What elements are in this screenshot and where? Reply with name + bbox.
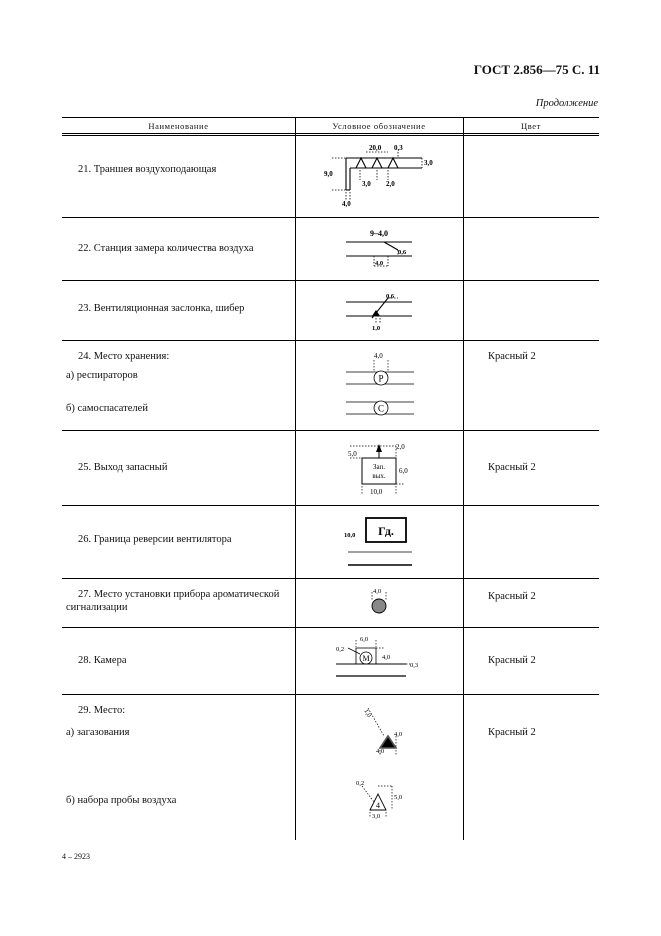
dim-label: 9,0: [324, 170, 333, 178]
table-header-rule: [62, 133, 599, 134]
row-divider: [62, 217, 599, 218]
dim-label: 6,0: [399, 467, 408, 475]
respirator-letter: Р: [378, 373, 384, 384]
dim-label: 3,0: [372, 813, 381, 820]
row-color: Красный 2: [488, 591, 536, 602]
dim-label: 10,0: [344, 532, 356, 539]
document-reference: ГОСТ 2.856—75 С. 11: [473, 62, 600, 77]
column-header-symbol: Условное обозначение: [332, 121, 426, 131]
symbol-emergency-exit: [340, 436, 440, 502]
dim-label: 4,0: [376, 748, 385, 755]
dim-label: 5,0: [348, 450, 357, 458]
dim-label: 2,0: [396, 443, 405, 451]
row-divider: [62, 430, 599, 431]
table-header-rule-double: [62, 135, 599, 136]
page-footer: 4 – 2923: [62, 852, 90, 861]
row-name: 24. Место хранения:: [78, 351, 170, 362]
dim-label: 3,0: [362, 180, 371, 188]
row-divider: [62, 578, 599, 579]
symbol-gas-contamination-place: [356, 700, 416, 764]
row-name: 29. Место:: [78, 705, 126, 716]
dim-label: 4,0: [342, 200, 351, 208]
dim-label: 0,3: [394, 144, 403, 152]
chamber-letter: М: [362, 654, 370, 663]
row-color: Красный 2: [488, 462, 536, 473]
symbol-ventilation-damper: [340, 286, 430, 334]
self-rescuer-letter: С: [377, 403, 385, 414]
column-divider: [295, 117, 296, 840]
row-color: Красный 2: [488, 351, 536, 362]
dim-label: 4,0: [382, 654, 391, 661]
dim-label: 4,0: [373, 588, 382, 595]
row-name: 22. Станция замера количества воздуха: [78, 243, 254, 254]
dim-label: 3,0: [424, 159, 433, 167]
table-top-rule: [62, 117, 599, 118]
dim-label: 2,0: [386, 180, 395, 188]
row-divider: [62, 694, 599, 695]
symbol-fan-reversal-boundary: [340, 512, 440, 576]
dim-label: 5,0: [394, 794, 403, 801]
row-color: Красный 2: [488, 727, 536, 738]
symbol-storage-place: [340, 346, 430, 426]
exit-label-line1: Зап.: [372, 463, 386, 471]
dim-label: 4,0: [375, 260, 384, 267]
dim-label: 4,0: [394, 731, 403, 738]
row-name: 21. Траншея воздухоподающая: [78, 164, 217, 175]
row-divider: [62, 505, 599, 506]
dim-label: 0,3: [410, 662, 419, 669]
row-divider: [62, 340, 599, 341]
continuation-label: Продолжение: [535, 98, 598, 109]
dim-label: 0,2: [356, 780, 365, 787]
row-sub-item: б) самоспасателей: [66, 403, 148, 414]
column-header-name: Наименование: [148, 121, 209, 131]
row-divider: [62, 627, 599, 628]
dim-label: 1,0: [362, 708, 373, 719]
row-name: 26. Граница реверсии вентилятора: [78, 534, 232, 545]
row-name: 25. Выход запасный: [78, 462, 168, 473]
row-color: Красный 2: [488, 655, 536, 666]
row-divider: [62, 280, 599, 281]
row-name: 27. Место установки прибора ароматической сигнализации: [66, 589, 280, 613]
symbol-air-measuring-station: [340, 224, 430, 274]
row-name: 23. Вентиляционная заслонка, шибер: [78, 303, 245, 314]
row-sub-item: а) загазования: [66, 727, 130, 738]
row-name: 28. Камера: [78, 655, 127, 666]
boundary-label: Гд.: [378, 524, 394, 538]
row-sub-item: б) набора пробы воздуха: [66, 795, 177, 806]
dim-label: 4,0: [374, 352, 383, 360]
dim-label: 9–4,0: [370, 229, 388, 238]
triangle-digit: 4: [376, 801, 380, 810]
column-header-color: Цвет: [521, 121, 541, 131]
dim-label: 0,6: [398, 249, 407, 256]
dim-label: 1,0: [372, 325, 381, 332]
symbol-air-sampling-place: [350, 774, 420, 824]
dim-label: 0,2: [336, 646, 345, 653]
symbol-chamber: [330, 632, 440, 688]
row-sub-item: а) респираторов: [66, 370, 138, 381]
dim-label: 10,0: [370, 488, 383, 496]
dim-label: 6,0: [360, 636, 369, 643]
column-divider: [463, 117, 464, 840]
dim-label: 20,0: [369, 144, 382, 152]
exit-label-line2: вых.: [372, 472, 386, 480]
dim-label: 0,6: [386, 293, 395, 300]
symbol-air-supply-trench: [322, 140, 442, 210]
symbol-aroma-signal-device: [350, 582, 410, 624]
